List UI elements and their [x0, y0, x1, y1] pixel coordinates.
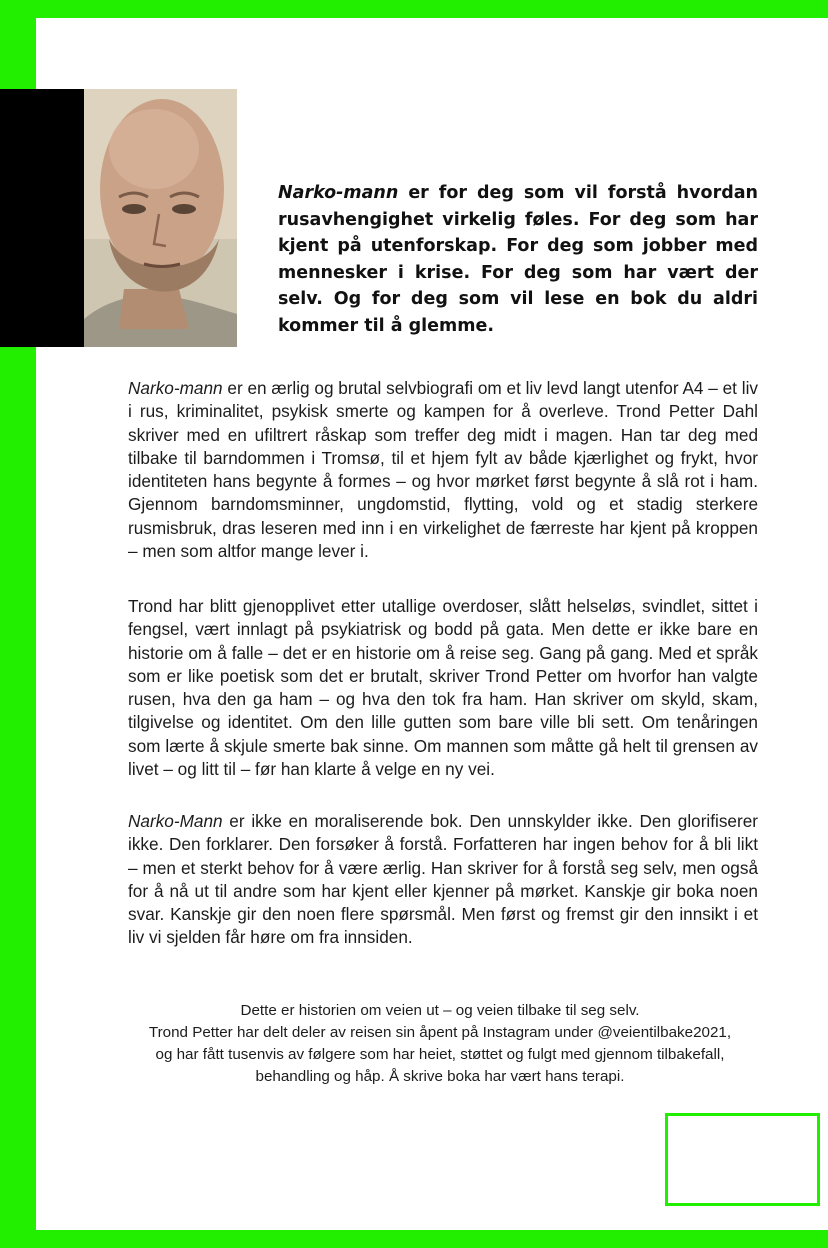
closing-line-1: Dette er historien om veien ut – og veien tilbake til seg selv.: [240, 1002, 640, 1019]
closing-line-4: behandling og håp. Å skrive boka har vært hans terapi.: [255, 1068, 625, 1085]
closing-line-2: Trond Petter har delt deler av reisen sin åpent på Instagram under @veientilbake2021,: [148, 1024, 732, 1041]
lead-blurb: [278, 180, 758, 339]
paragraph-1-text: er en ærlig og brutal selvbiografi om et liv levd langt utenfor A4 – et liv i rus, kriminalitet, psykisk smerte og kampen for å overleve. Trond Petter Dahl skriver med en ufiltrert råskap som treffer deg midt i magen. Han tar deg med tilbake til barndommen i Tromsø, til et hjem fylt av både kjærlighet og frykt, hvor identiteten hans begynte å formes – og hvor mørket først begynte å slå rot i ham. Gjennom barndomsminner, ungdomstid, flytting, vold og et stadig sterkere rusmisbruk, dras leseren med inn i en virkelighet de færreste har kjent på kroppen – men som altfor mange lever i.: [128, 378, 758, 562]
paragraph-2: [128, 595, 758, 781]
green-border-bottom: [0, 1230, 828, 1248]
paragraph-1-title: Narko-mann: [128, 378, 223, 398]
barcode-placeholder: [665, 1113, 820, 1206]
paragraph-3-title: Narko-Mann: [128, 811, 223, 831]
lead-title: Narko-mann: [278, 183, 399, 203]
black-accent-block: [0, 89, 84, 347]
paragraph-1: [128, 377, 758, 563]
closing-note: [110, 1000, 770, 1088]
closing-line-3: og har fått tusenvis av følgere som har heiet, støttet og fulgt med gjennom tilbakefall,: [155, 1046, 725, 1063]
paragraph-3-text: er ikke en moraliserende bok. Den unnskylder ikke. Den glorifiserer ikke. Den forklarer. Den forsøker å forstå. Forfatteren har ingen behov for å bli likt – men et sterkt behov for å være ærlig. Han skriver for å forstå seg selv, men også for å nå ut til andre som har kjent eller kjenner på mørket. Kanskje gir boka noen svar. Kanskje gir den noen flere spørsmål. Men først og fremst gir den innsikt i et liv vi sjelden får høre om fra innsiden.: [128, 811, 758, 948]
lead-text: er for deg som vil forstå hvordan rusavhengighet virkelig føles. For deg som har kjent på utenforskap. For deg som jobber med mennesker i krise. For deg som har vært der selv. Og for deg som vil lese en bok du aldri kommer til å glemme.: [278, 183, 758, 336]
paragraph-3: [128, 810, 758, 950]
paragraph-2-text: Trond har blitt gjenopplivet etter utallige overdoser, slått helseløs, svindlet, sittet i fengsel, vært innlagt på psykiatrisk og bodd på gata. Men dette er ikke bare en historie om å falle – det er en historie om å reise seg. Gang på gang. Med et språk som er like poetisk som det er brutalt, skriver Trond Petter om hvorfor han valgte rusen, hva den ga ham – og hva den tok fra ham. Han skriver om skyld, skam, tilgivelse og identitet. Om den lille gutten som bare ville bli sett. Om tenåringen som lærte å skjule smerte bak sinne. Om mannen som måtte gå helt til grensen av livet – og litt til – før han klarte å velge en ny vei.: [128, 596, 758, 780]
green-border-top: [0, 0, 828, 18]
author-photo: [84, 89, 237, 347]
